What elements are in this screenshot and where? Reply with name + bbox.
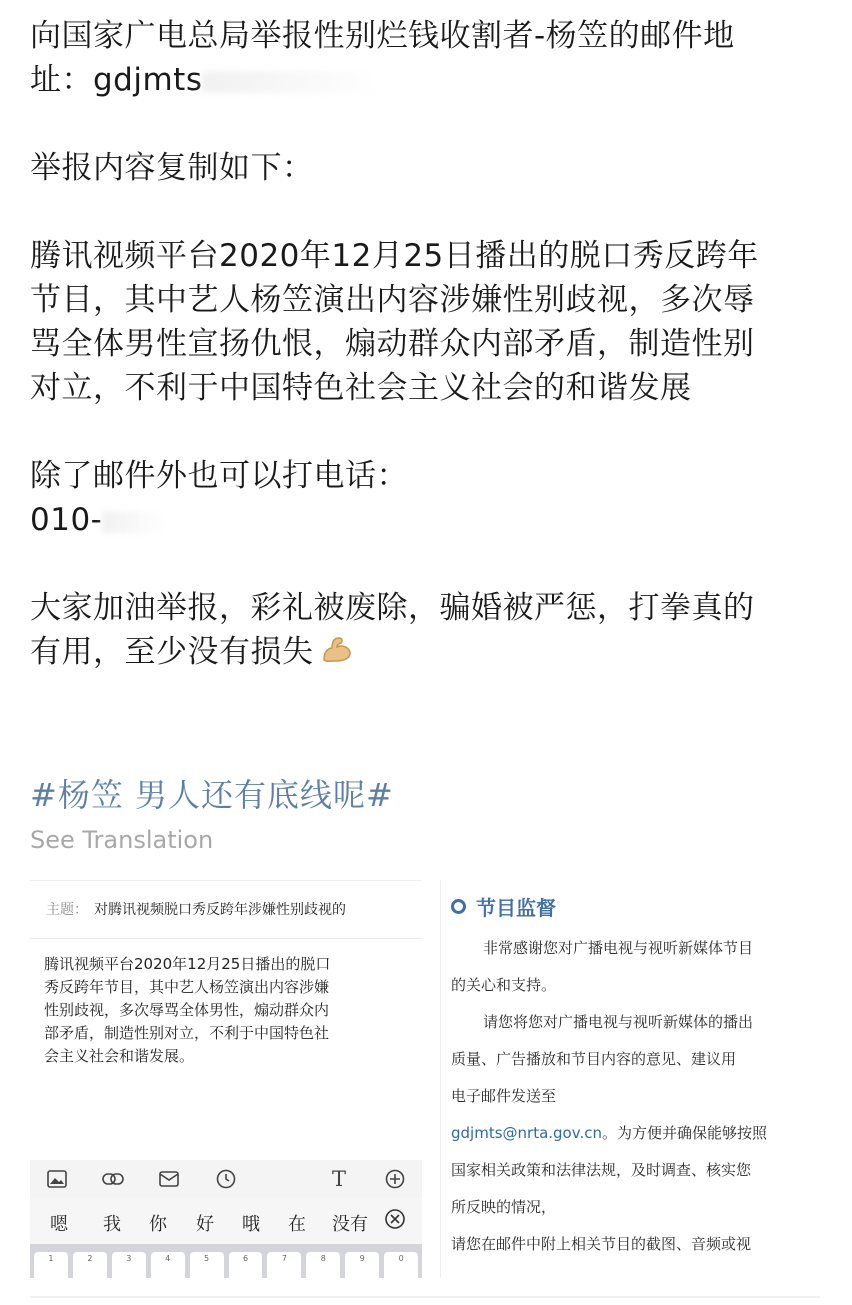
closing-line-2 xyxy=(30,630,830,676)
see-translation-link[interactable]: See Translation xyxy=(30,826,214,854)
keyboard xyxy=(30,1244,422,1278)
notice-line: 所反映的情况， xyxy=(451,1198,557,1216)
email-body-line: 秀反跨年节目，其中艺人杨笠演出内容涉嫌 xyxy=(44,978,330,996)
subject-label: 主题： xyxy=(46,902,88,918)
report-line-1: 腾讯视频平台2020年12月25日播出的脱口秀反跨年 xyxy=(30,238,759,274)
circle-bullet-icon xyxy=(451,899,466,914)
notice-line: 国家相关政策和法律法规，及时调查、核实您 xyxy=(451,1161,752,1179)
keyboard-key[interactable]: 8 xyxy=(306,1252,340,1278)
closing-line-1: 大家加油举报，彩礼被废除，骗婚被严惩，打拳真的 xyxy=(30,590,755,626)
notice-line: 电子邮件发送至 xyxy=(451,1087,557,1105)
closing-text: 有用，至少没有损失 xyxy=(30,634,314,670)
clock-icon[interactable] xyxy=(213,1166,239,1192)
keyboard-key[interactable]: 7 xyxy=(267,1252,301,1278)
phone-number-line xyxy=(30,498,830,542)
mail-icon[interactable] xyxy=(156,1166,182,1192)
notice-email-line xyxy=(451,1115,811,1152)
candidate-word[interactable]: 在 xyxy=(288,1214,306,1235)
post-line-3: 举报内容复制如下： xyxy=(30,150,314,186)
keyboard-key[interactable]: 1 xyxy=(34,1252,68,1278)
phone-intro: 除了邮件外也可以打电话： xyxy=(30,458,408,494)
notice-line: 质量、广告播放和节目内容的意见、建议用 xyxy=(451,1050,737,1068)
add-circle-icon[interactable] xyxy=(382,1166,408,1192)
ime-candidate-bar xyxy=(30,1198,422,1244)
keyboard-key[interactable]: 6 xyxy=(229,1252,263,1278)
email-body-line: 腾讯视频平台2020年12月25日播出的脱口 xyxy=(44,955,331,973)
email-body[interactable] xyxy=(30,939,422,1068)
compose-toolbar xyxy=(30,1160,422,1198)
candidate-word[interactable]: 好 xyxy=(196,1214,214,1235)
keyboard-key[interactable]: 0 xyxy=(384,1252,418,1278)
candidate-word[interactable]: 我 xyxy=(103,1214,121,1235)
phone-number-partial[interactable]: 010- xyxy=(30,502,103,538)
candidate-word[interactable]: 哦 xyxy=(242,1214,260,1235)
flexed-biceps-icon xyxy=(320,632,354,676)
subject-text[interactable]: 对腾讯视频脱口秀反跨年涉嫌性别歧视的 xyxy=(94,902,346,918)
post-line-2 xyxy=(30,58,830,102)
email-address-partial[interactable]: 址：gdjmts xyxy=(30,62,203,98)
notice-email-link[interactable]: gdjmts@nrta.gov.cn xyxy=(451,1124,602,1142)
email-compose-screenshot xyxy=(30,880,422,1278)
notice-line: 请您在邮件中附上相关节目的截图、音频或视 xyxy=(451,1235,752,1253)
email-body-line: 会主义社会和谐发展。 xyxy=(44,1047,195,1065)
redacted-blur xyxy=(102,511,162,533)
candidate-word[interactable]: 嗯 xyxy=(50,1214,68,1235)
post-content xyxy=(30,14,830,676)
text-format-icon[interactable]: T xyxy=(331,1167,346,1191)
notice-body xyxy=(451,930,811,1263)
email-subject-row xyxy=(30,881,422,939)
notice-line: 非常感谢您对广播电视与视听新媒体节目 xyxy=(483,939,754,957)
notice-line-cont: 。为方便并确保能够按照 xyxy=(601,1124,767,1142)
report-line-3: 骂全体男性宣扬仇恨，煽动群众内部矛盾，制造性别 xyxy=(30,326,755,362)
image-icon[interactable] xyxy=(44,1166,70,1192)
notice-title: 节目监督 xyxy=(476,896,556,920)
email-body-line: 性别歧视，多次辱骂全体男性，煽动群众内 xyxy=(44,1001,330,1019)
report-line-2: 节目，其中艺人杨笠演出内容涉嫌性别歧视，多次辱 xyxy=(30,282,755,318)
notice-line: 请您将您对广播电视与视听新媒体的播出 xyxy=(483,1013,754,1031)
candidate-word[interactable]: 没有 xyxy=(332,1214,368,1235)
email-body-line: 部矛盾，制造性别对立，不利于中国特色社 xyxy=(44,1024,330,1042)
link-icon[interactable] xyxy=(100,1166,126,1192)
close-candidates-icon[interactable] xyxy=(384,1208,406,1235)
notice-line: 的关心和支持。 xyxy=(451,976,557,994)
divider xyxy=(30,1296,820,1298)
report-line-4: 对立，不利于中国特色社会主义社会的和谐发展 xyxy=(30,370,692,406)
candidate-word[interactable]: 你 xyxy=(149,1214,167,1235)
keyboard-key[interactable]: 2 xyxy=(73,1252,107,1278)
keyboard-key[interactable]: 5 xyxy=(190,1252,224,1278)
post-line-1: 向国家广电总局举报性别烂钱收割者-杨笠的邮件地 xyxy=(30,18,735,54)
notice-header xyxy=(451,892,556,921)
redacted-blur xyxy=(202,71,372,93)
keyboard-key[interactable]: 9 xyxy=(345,1252,379,1278)
keyboard-key[interactable]: 3 xyxy=(112,1252,146,1278)
topic-hashtag[interactable]: #杨笠 男人还有底线呢# xyxy=(30,776,394,814)
program-supervision-screenshot xyxy=(440,880,812,1278)
keyboard-key[interactable]: 4 xyxy=(151,1252,185,1278)
